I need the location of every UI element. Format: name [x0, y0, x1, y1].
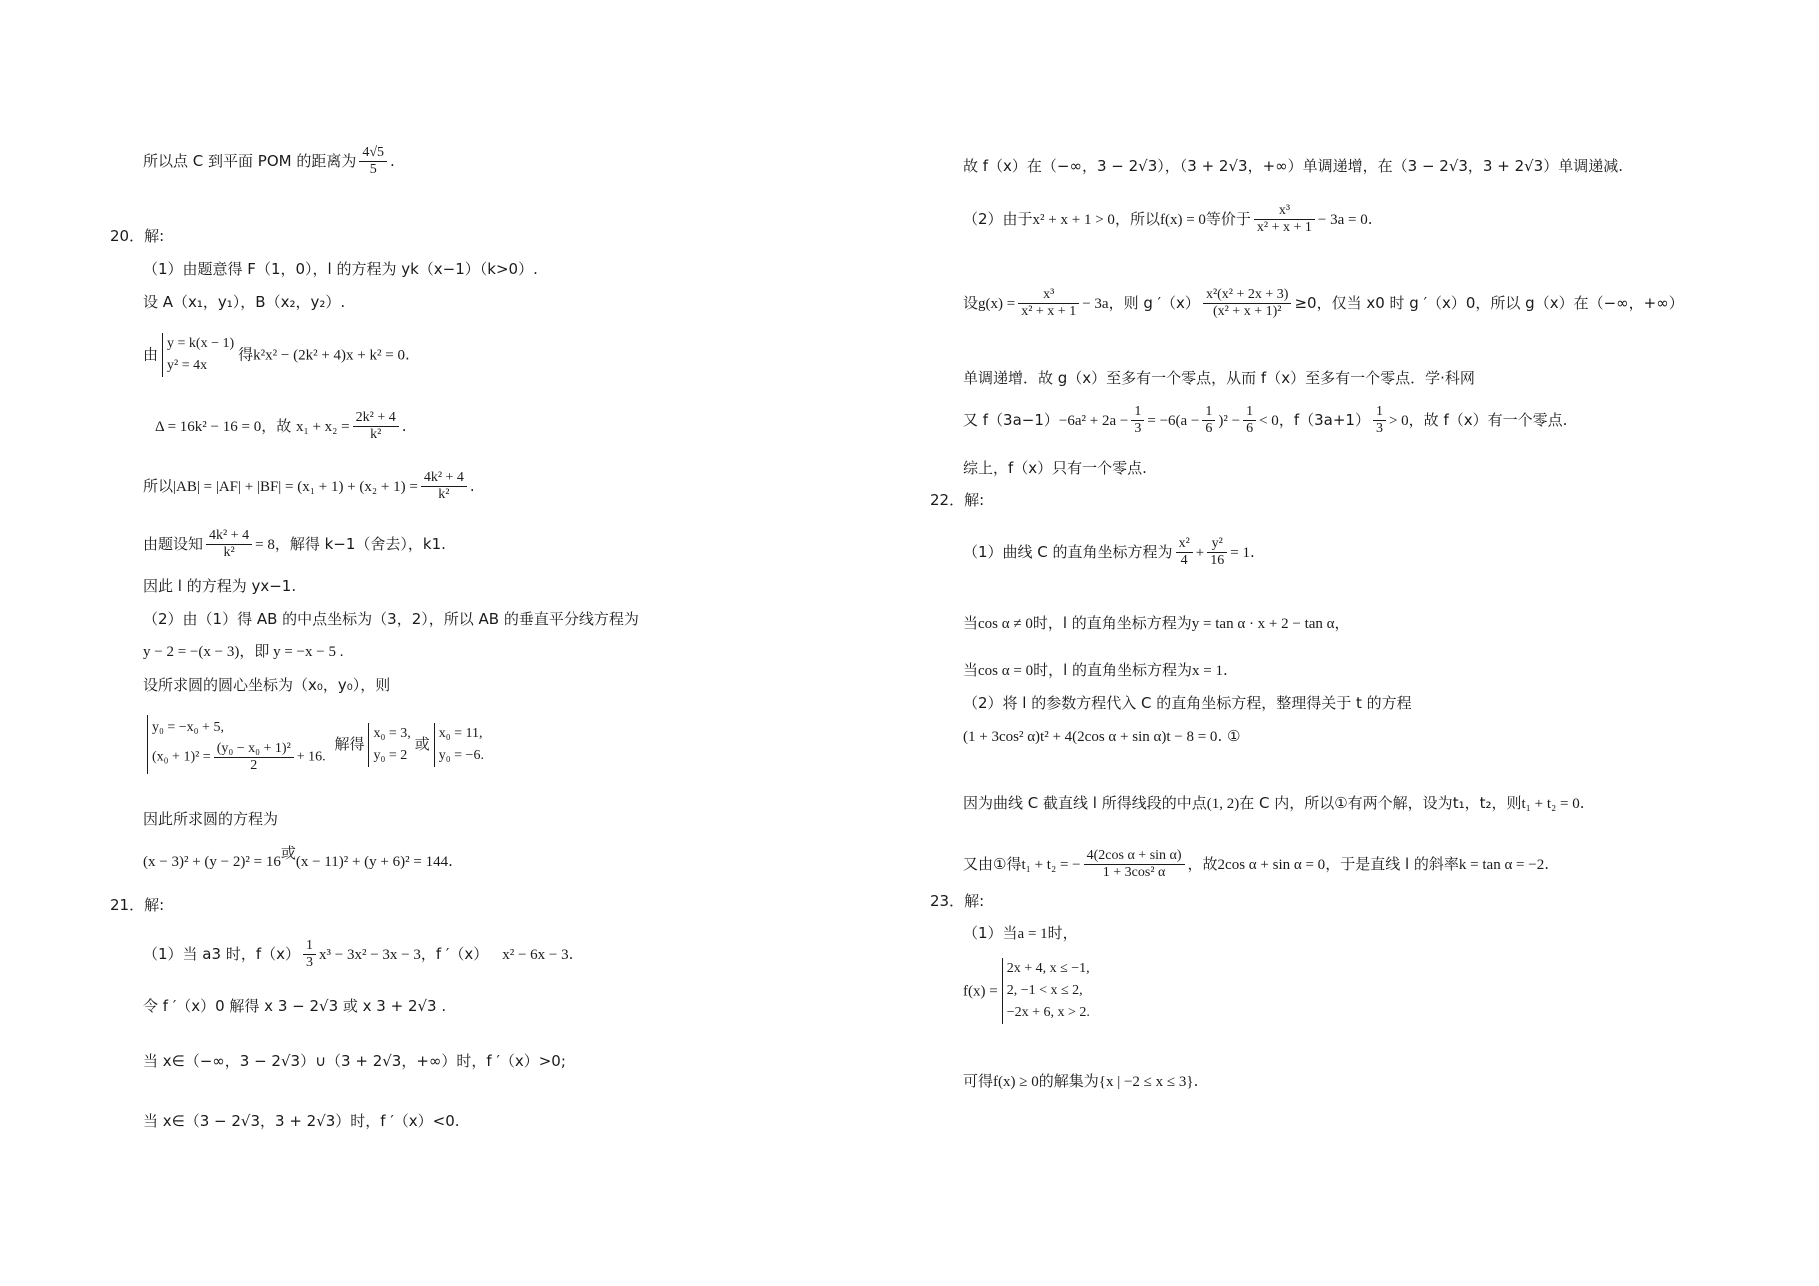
- line-20-1: （1）由题意得 F（1，0），l 的方程为 yk（x−1）（k>0）.: [143, 260, 538, 278]
- fraction: $\frac{4√5}{5}$: [359, 145, 387, 178]
- fraction: $\frac{\text{y²}}{16}$: [1207, 536, 1227, 569]
- line-20-13: (x − 3)² + (y − 2)² = 16或(x − 11)² + (y + 6)² = 144.: [143, 844, 453, 870]
- fraction: $\frac{1}{3}$: [1131, 404, 1144, 437]
- line-21-10: 综上，f（x）只有一个零点.: [963, 459, 1147, 477]
- question-21-heading: 21．解:: [110, 896, 165, 914]
- line-21-6: （2）由于x² + x + 1 > 0，所以f(x) = 0等价于 $\frac{\text{x³}}{\text{x² + x + 1}}$ − 3a = 0.: [963, 203, 1373, 235]
- line-21-5: 故 f（x）在（−∞，3 − 2√3），（3 + 2√3，+∞）单调递增，在（3 − 2√3，3 + 2√3）单调递减.: [963, 157, 1623, 175]
- line-20-5: 所以|AB| = |AF| + |BF| = (x₁ + 1) + (x₂ + 1) = $\frac{\text{4k² + 4}}{\text{k²}}$ .: [143, 470, 475, 502]
- line-21-3: 当 x∈（−∞，3 − 2√3）∪（3 + 2√3，+∞）时，f ′（x）>0;: [143, 1052, 566, 1070]
- line-22-4: （2）将 l 的参数方程代入 C 的直角坐标方程，整理得关于 t 的方程: [963, 694, 1412, 712]
- fraction: $\frac{1}{3}$: [303, 938, 316, 971]
- line-22-5: (1 + 3cos² α)t² + 4(2cos α + sin α)t − 8 = 0. ①: [963, 727, 1241, 745]
- solution-system: x₀ = 11, y₀ = −6.: [434, 723, 484, 767]
- line-21-2: 令 f ′（x）0 解得 x 3 − 2√3 或 x 3 + 2√3 .: [143, 997, 447, 1015]
- text: 所以点 C 到平面 POM 的距离为: [143, 152, 357, 170]
- line-20-6: 由题设知 $\frac{\text{4k² + 4}}{\text{k²}}$ = 8，解得 k−1（舍去），k1.: [143, 528, 446, 560]
- fraction: $\frac{\text{4(2cos α + sin α)}}{\text{1 + 3cos² α}}$: [1084, 848, 1185, 881]
- line-21-1: （1）当 a3 时，f（x） $\frac{1}{3}$ x³ − 3x² − 3x − 3，f ′（x） x² − 6x − 3.: [143, 938, 574, 970]
- line-21-9: 又 f（3a−1）−6a² + 2a − $\frac{1}{3}$ = −6(a − $\frac{1}{6}$ )² − $\frac{1}{6}$ < 0，f（3a+1） $\frac{1}{3}$ > 0，故 f（x）有一个零点.: [963, 404, 1568, 436]
- equation-system: y₀ = −x₀ + 5, (x₀ + 1)² = $\frac{\text{(y₀ − x₀ + 1)²}}{2}$ + 16.: [147, 715, 326, 774]
- line-21-4: 当 x∈（3 − 2√3，3 + 2√3）时，f ′（x）<0.: [143, 1112, 460, 1130]
- line-20-3: 由y = k(x − 1) y² = 4x得k²x² − (2k² + 4)x + k² = 0.: [143, 333, 410, 377]
- line-distance: 所以点 C 到平面 POM 的距离为 $\frac{4√5}{5}$ .: [143, 145, 395, 177]
- line-20-9: y − 2 = −(x − 3)，即 y = −x − 5 .: [143, 644, 344, 660]
- line-23-2: f(x) =2x + 4, x ≤ −1, 2, −1 < x ≤ 2, −2x + 6, x > 2.: [963, 958, 1094, 1024]
- fraction: $\frac{\text{2k² + 4}}{\text{k²}}$: [353, 410, 399, 443]
- line-23-3: 可得f(x) ≥ 0的解集为{x | −2 ≤ x ≤ 3}.: [963, 1072, 1199, 1090]
- fraction: $\frac{\text{x²}}{4}$: [1176, 536, 1193, 569]
- line-20-8: （2）由（1）得 AB 的中点坐标为（3，2），所以 AB 的垂直平分线方程为: [143, 610, 639, 628]
- question-20-heading: 20．解:: [110, 227, 165, 245]
- question-22-heading: 22．解:: [930, 491, 985, 509]
- line-21-7: 设g(x) = $\frac{\text{x³}}{\text{x² + x + 1}}$ − 3a，则 g ′（x） $\frac{\text{x²(x² + 2x + 3)}}{\text{(x² + x + 1)²}}$ ≥0，仅当 x0 时 g ′（x）0，所以 g（x）在（−∞，+∞）: [963, 287, 1684, 319]
- fraction: $\frac{1}{3}$: [1373, 404, 1386, 437]
- line-21-8: 单调递增．故 g（x）至多有一个零点，从而 f（x）至多有一个零点．学·科网: [963, 369, 1475, 387]
- line-23-1: （1）当a = 1时，: [963, 924, 1078, 942]
- fraction: $\frac{\text{x²(x² + 2x + 3)}}{\text{(x² + x + 1)²}}$: [1203, 287, 1292, 320]
- line-20-4: Δ = 16k² − 16 = 0，故 x₁ + x₂ = $\frac{\text{2k² + 4}}{\text{k²}}$ .: [155, 410, 407, 442]
- fraction: $\frac{1}{6}$: [1202, 404, 1215, 437]
- fraction: $\frac{\text{4k² + 4}}{\text{k²}}$: [206, 528, 252, 561]
- fraction: $\frac{\text{(y₀ − x₀ + 1)²}}{2}$: [214, 741, 294, 774]
- solution-system: x₀ = 3, y₀ = 2: [368, 723, 410, 767]
- line-20-7: 因此 l 的方程为 yx−1.: [143, 577, 297, 595]
- equation-system: y = k(x − 1) y² = 4x: [162, 333, 234, 377]
- fraction: $\frac{\text{x³}}{\text{x² + x + 1}}$: [1018, 287, 1079, 320]
- fraction: $\frac{1}{6}$: [1243, 404, 1256, 437]
- line-22-3: 当cos α = 0时，l 的直角坐标方程为x = 1.: [963, 661, 1228, 679]
- fraction: $\frac{\text{x³}}{\text{x² + x + 1}}$: [1254, 203, 1315, 236]
- line-20-10: 设所求圆的圆心坐标为（x₀，y₀），则: [143, 676, 391, 694]
- line-22-6: 因为曲线 C 截直线 l 所得线段的中点(1, 2)在 C 内，所以①有两个解，设为t₁，t₂，则t₁ + t₂ = 0.: [963, 794, 1585, 812]
- line-22-7: 又由①得t₁ + t₂ = − $\frac{\text{4(2cos α + sin α)}}{\text{1 + 3cos² α}}$ ，故2cos α + sin α = 0，于是直线 l 的斜率k = tan α = −2.: [963, 848, 1549, 880]
- line-22-1: （1）曲线 C 的直角坐标方程为 $\frac{\text{x²}}{4}$ + $\frac{\text{y²}}{16}$ = 1.: [963, 536, 1255, 568]
- question-23-heading: 23．解:: [930, 892, 985, 910]
- line-20-11: y₀ = −x₀ + 5, (x₀ + 1)² = $\frac{\text{(y₀ − x₀ + 1)²}}{2}$ + 16. 解得x₀ = 3, y₀ = 2或x₀ = 11, y₀ = −6.: [143, 715, 488, 774]
- line-20-2: 设 A（x₁，y₁），B（x₂，y₂）.: [143, 293, 346, 311]
- line-20-12: 因此所求圆的方程为: [143, 810, 279, 828]
- fraction: $\frac{\text{4k² + 4}}{\text{k²}}$: [421, 470, 467, 503]
- line-22-2: 当cos α ≠ 0时，l 的直角坐标方程为y = tan α · x + 2 − tan α，: [963, 614, 1350, 632]
- piecewise-function: 2x + 4, x ≤ −1, 2, −1 < x ≤ 2, −2x + 6, x > 2.: [1002, 958, 1090, 1024]
